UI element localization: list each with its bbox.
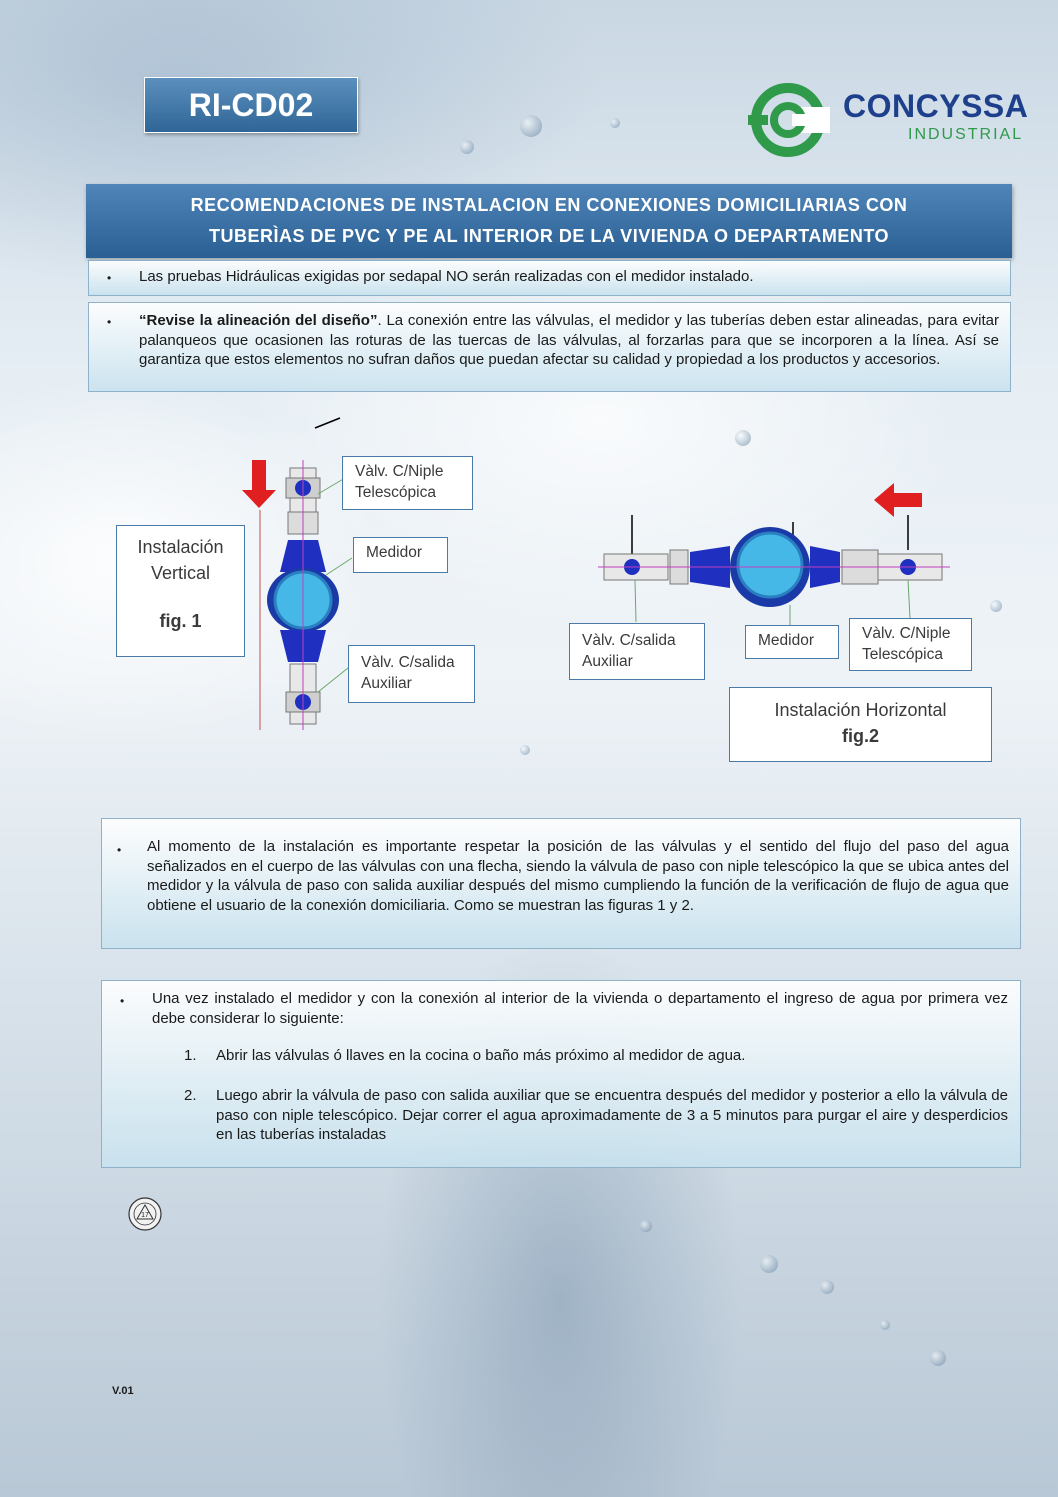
note-1-text: Las pruebas Hidráulicas exigidas por sedapal NO serán realizadas con el medidor instalado. — [139, 268, 754, 285]
label-line: Telescópica — [862, 646, 943, 663]
label-valve-auxiliary-horizontal — [569, 623, 705, 680]
horizontal-meter-assembly — [598, 527, 950, 607]
step-1-number: 1. — [184, 1047, 197, 1064]
fig-1-label: fig. 1 — [159, 611, 202, 631]
label-line: Vàlv. C/salida — [582, 632, 676, 649]
certification-seal-icon — [127, 1196, 163, 1232]
document-code: RI-CD02 — [144, 77, 358, 133]
bullet-icon: • — [117, 843, 122, 857]
vertical-installation-box — [116, 525, 245, 657]
note-2-paragraph — [139, 311, 999, 370]
bullet-icon: • — [120, 994, 125, 1008]
bullet-icon: • — [107, 271, 112, 285]
vertical-meter-assembly — [267, 460, 339, 730]
note-panel-1 — [88, 260, 1011, 296]
horizontal-installation-box — [729, 687, 992, 762]
concyssa-logo-icon — [748, 82, 830, 158]
label-line: Telescópica — [355, 484, 436, 501]
note-2-bold: “Revise la alineación del diseño” — [139, 312, 378, 329]
logo-brand: CONCYSSA — [843, 88, 1029, 124]
step-1-text: Abrir las válvulas ó llaves en la cocina o baño más próximo al medidor de agua. — [216, 1047, 746, 1064]
label-valve-auxiliary-vertical — [348, 645, 475, 703]
first-use-panel — [101, 980, 1021, 1168]
company-logo — [748, 82, 1028, 158]
flow-arrow-left-icon — [874, 483, 922, 517]
label-line: Auxiliar — [361, 675, 412, 692]
note-panel-2 — [88, 302, 1011, 392]
fig-2-label: fig.2 — [841, 726, 879, 746]
vertical-installation-title: Instalación Vertical — [137, 537, 224, 583]
flow-direction-text: Al momento de la instalación es importante respetar la posición de las válvulas y el sentido del flujo del paso del agua señalizados en el cuerpo de las válvulas con una flecha, siendo la válvula de paso con niple telescópico la que se ubica antes del medidor y la válvula de paso con salida auxiliar después del mismo cumpliendo la función de la verificación de flujo de agua que obtiene el usuario de la conexión domiciliaria. Como se muestran las figuras 1 y 2. — [147, 838, 1009, 914]
label-valve-telescopic-horizontal — [849, 618, 972, 671]
label-line: Vàlv. C/Niple — [355, 463, 444, 480]
bullet-icon: • — [107, 315, 112, 329]
label-meter-vertical: Medidor — [353, 537, 448, 573]
flow-arrow-down-icon — [242, 460, 276, 508]
step-2-number: 2. — [184, 1087, 197, 1104]
label-line: Vàlv. C/Niple — [862, 625, 951, 642]
label-line: Vàlv. C/salida — [361, 654, 455, 671]
label-line: Auxiliar — [582, 653, 633, 670]
note-2-text: . La conexión entre las válvulas, el medidor y las tuberías deben estar alineadas, para evitar palanqueos que ocasionen las roturas de las tuercas de las válvulas, al forzarlas para que se incorporen a la línea. Así se garantiza que estos elementos no sufran daños que puedan afectar su calidad y propiedad a los productos y accesorios. — [139, 312, 999, 368]
title-line-1: RECOMENDACIONES DE INSTALACION EN CONEXIONES DOMICILIARIAS CON — [190, 195, 908, 215]
seal-number: 17 — [141, 1212, 149, 1219]
step-2-text: Luego abrir la válvula de paso con salida auxiliar que se encuentra después del medidor y posterior a ello la válvula de paso con niple telescópico. Dejar correr el agua aproximadamente de 3 a 5 minutos para purgar el aire y desperdicios en las tuberías instaladas — [216, 1087, 1008, 1143]
document-title — [86, 184, 1012, 258]
flow-direction-panel — [101, 818, 1021, 949]
label-meter-horizontal: Medidor — [745, 625, 839, 659]
horizontal-installation-title: Instalación Horizontal — [774, 700, 947, 720]
version-label: V.01 — [112, 1385, 134, 1397]
title-line-2: TUBERÌAS DE PVC Y PE AL INTERIOR DE LA VIVIENDA O DEPARTAMENTO — [208, 226, 890, 246]
logo-subtitle: INDUSTRIAL — [908, 126, 1024, 143]
first-use-intro: Una vez instalado el medidor y con la conexión al interior de la vivienda o departamento el ingreso de agua por primera vez debe considerar lo siguiente: — [152, 990, 1008, 1027]
label-valve-telescopic-vertical — [342, 456, 473, 510]
